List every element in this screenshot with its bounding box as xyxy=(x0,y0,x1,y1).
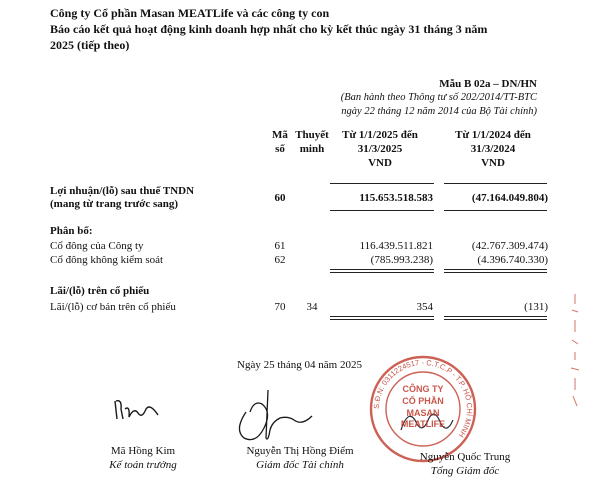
rule-alloc-period1 xyxy=(330,269,434,270)
signature-ke-toan-truong xyxy=(112,395,162,425)
row-eps-code: 70 xyxy=(274,301,286,313)
row-nci-code: 62 xyxy=(274,254,286,266)
company-name: Công ty Cổ phần Masan MEATLife và các công ty con xyxy=(50,6,330,20)
rule-period2-bottom xyxy=(444,210,547,211)
row-parent-value-2024: (42.767.309.474) xyxy=(471,240,548,252)
form-issued-line1: (Ban hành theo Thông tư số 202/2014/TT-BTC xyxy=(340,92,537,103)
rule-eps-period1 xyxy=(330,316,434,317)
row-nci-value-2024: (4.396.740.330) xyxy=(477,254,548,266)
report-title-line1: Báo cáo kết quả hoạt động kinh doanh hợp nhất cho kỳ kết thúc ngày 31 tháng 3 năm xyxy=(50,22,488,36)
stamp-line-4: MEATLIFE xyxy=(400,419,446,429)
signing-date: Ngày 25 tháng 04 năm 2025 xyxy=(237,359,362,371)
row-allocation-heading: Phân bổ: xyxy=(50,225,93,237)
row-profit-label-2: (mang từ trang trước sang) xyxy=(50,198,179,210)
col-period1-header-3: VND xyxy=(368,157,392,169)
signer-1-name: Mã Hồng Kim xyxy=(110,445,176,457)
rule-eps-period2-double xyxy=(444,319,547,320)
row-nci-label: Cổ đông không kiểm soát xyxy=(50,254,164,266)
col-period2-header-2: 31/3/2024 xyxy=(470,143,516,155)
row-eps-value-2025: 354 xyxy=(416,301,433,313)
stamp-line-1: CÔNG TY xyxy=(402,384,444,394)
rule-period1-bottom xyxy=(330,210,434,211)
rule-alloc-period2 xyxy=(444,269,547,270)
company-stamp-seal xyxy=(363,354,483,464)
signer-3-role: Tổng Giám đốc xyxy=(430,465,500,477)
row-profit-label-1: Lợi nhuận/(lỗ) sau thuế TNDN xyxy=(50,185,195,197)
col-note-header-1: Thuyết xyxy=(295,129,329,141)
row-eps-value-2024: (131) xyxy=(524,301,548,313)
rule-eps-period1-double xyxy=(330,319,434,320)
signature-giam-doc-tai-chinh xyxy=(232,372,322,452)
stamp-line-2: CỔ PHẦN xyxy=(402,396,444,406)
signer-1-role: Kế toán trưởng xyxy=(109,459,177,471)
col-period1-header-2: 31/3/2025 xyxy=(357,143,403,155)
col-code-header-1: Mã xyxy=(272,129,288,141)
form-code: Mẫu B 02a – DN/HN xyxy=(439,78,537,90)
row-eps-heading: Lãi/(lỗ) trên cổ phiếu xyxy=(50,285,150,297)
col-code-header-2: số xyxy=(275,143,285,155)
row-nci-value-2025: (785.993.238) xyxy=(370,254,433,266)
col-note-header-2: minh xyxy=(299,143,325,155)
form-issued-line2: ngày 22 tháng 12 năm 2014 của Bộ Tài chính) xyxy=(341,106,537,117)
row-parent-code: 61 xyxy=(274,240,286,252)
stamp-line-3: MASAN xyxy=(406,408,440,418)
rule-alloc-period2-double xyxy=(444,272,547,273)
row-profit-code: 60 xyxy=(274,192,286,204)
margin-stamp-mark xyxy=(568,290,582,410)
row-eps-label: Lãi/(lỗ) cơ bản trên cổ phiếu xyxy=(50,301,176,313)
report-title-line2: 2025 (tiếp theo) xyxy=(50,38,130,52)
col-period2-header-1: Từ 1/1/2024 đến xyxy=(455,129,531,141)
stamp-ring-text: S.Đ.N: 0311224517 - C.T.C.P - T.P. HỒ CHÍ MINH xyxy=(371,357,475,440)
row-profit-value-2025: 115.653.518.583 xyxy=(359,192,433,204)
rule-alloc-period1-double xyxy=(330,272,434,273)
col-period2-header-3: VND xyxy=(481,157,505,169)
col-period1-header-1: Từ 1/1/2025 đến xyxy=(342,129,418,141)
signer-2-name: Nguyễn Thị Hồng Điểm xyxy=(246,445,354,457)
row-parent-value-2025: 116.439.511.821 xyxy=(359,240,433,252)
rule-eps-period2 xyxy=(444,316,547,317)
row-eps-note: 34 xyxy=(306,301,318,313)
row-parent-label: Cổ đông của Công ty xyxy=(50,240,144,252)
signer-2-role: Giám đốc Tài chính xyxy=(256,459,344,471)
rule-period2-top xyxy=(444,183,547,184)
row-profit-value-2024: (47.164.049.804) xyxy=(471,192,548,204)
signer-3-name: Nguyễn Quốc Trung xyxy=(419,451,511,463)
rule-period1-top xyxy=(330,183,434,184)
